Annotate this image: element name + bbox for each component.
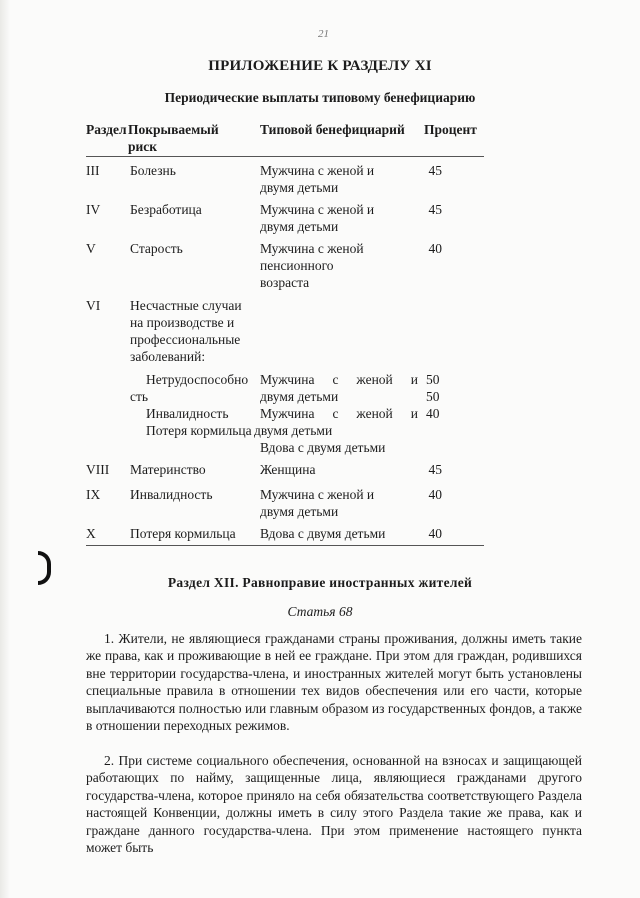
row-risk: Инвалидность [130,487,213,502]
header-percent: Процент [424,122,477,137]
subrow-beneficiary: Вдова с двумя детьми [260,440,386,455]
row-percent: 45 [428,462,442,477]
header-section: Раздел [86,122,127,137]
row-section: X [86,526,96,541]
subrow-risk: сть [130,389,149,404]
table-bottom-rule [86,545,484,546]
row-section: VI [86,298,101,313]
row-section: IX [86,487,101,502]
row-risk: Старость [130,241,183,256]
row-section: III [86,163,100,178]
paragraph-2: 2. При системе социального обеспечения, основанной на взносах и защищающей работающих по найму, защищенные лица, являющиеся гражданами другого государства-члена, которое приняло на себя обязательства соответствующего Раздела настоящей Конвенции, должны иметь в силу этого Раздела такие же права, как и граждане данного государства-члена. При этом применение настоящего пункта может быть [86,753,582,856]
row-risk: Несчастные случаи на производстве и профессиональные заболеваний: [130,298,242,364]
subrow-risk: Нетрудоспособно [146,372,249,387]
subrow-risk: Инвалидность [146,406,229,421]
subrow-percent: 50 [426,372,440,387]
row-section: VIII [86,462,110,477]
paragraph-1: 1. Жители, не являющиеся гражданами страны проживания, должны иметь такие же права, как и проживающие в ней ее граждане. При этом для граждан, родившихся вне территории государства-члена, и иностранных жителей могут быть установлены специальные правила в отношении тех видов обеспечения или его части, которые выплачиваются полностью или главным образом из государственных фондов, а также в отношении переходных режимов. [86,631,582,734]
header-risk: Покрываемый риск [128,122,219,154]
row-risk: Безработица [130,202,202,217]
row-beneficiary: Мужчина с женой и двумя детьми [260,163,375,195]
row-beneficiary: Вдова с двумя детьми [260,526,386,541]
row-percent: 45 [428,202,442,217]
row-risk: Болезнь [130,163,176,178]
row-section: IV [86,202,101,217]
subrow-percent: 40 [426,406,440,421]
row-beneficiary: Мужчина с женой и двумя детьми [260,487,375,519]
row-section: V [86,241,96,256]
subrow-beneficiary: двумя детьми [254,423,333,438]
subrow-risk: Потеря кормильца [146,423,252,438]
article-title: Статья 68 [287,604,353,619]
row-percent: 40 [428,241,442,256]
row-risk: Потеря кормильца [130,526,236,541]
subrow-beneficiary: Мужчина с женой и [260,406,418,421]
scan-edge [0,0,10,898]
header-beneficiary: Типовой бенефициарий [260,122,405,137]
row-percent: 40 [428,526,442,541]
row-beneficiary: Женщина [260,462,316,477]
row-risk: Материнство [130,462,206,477]
appendix-title: ПРИЛОЖЕНИЕ К РАЗДЕЛУ XI [208,58,432,74]
row-percent: 40 [428,487,442,502]
row-beneficiary: Мужчина с женой и двумя детьми [260,202,375,234]
row-percent: 45 [428,163,442,178]
subrow-percent: 50 [426,389,440,404]
row-beneficiary: Мужчина с женой пенсионного возраста [260,241,364,290]
section-heading: Раздел XII. Равноправие иностранных жителей [167,575,473,590]
page-number: 21 [318,28,329,40]
table-caption: Периодические выплаты типовому бенефициарию [164,90,476,105]
header-rule [86,156,484,157]
subrow-beneficiary: двумя детьми [260,389,339,404]
subrow-beneficiary: Мужчина с женой и [260,372,418,387]
